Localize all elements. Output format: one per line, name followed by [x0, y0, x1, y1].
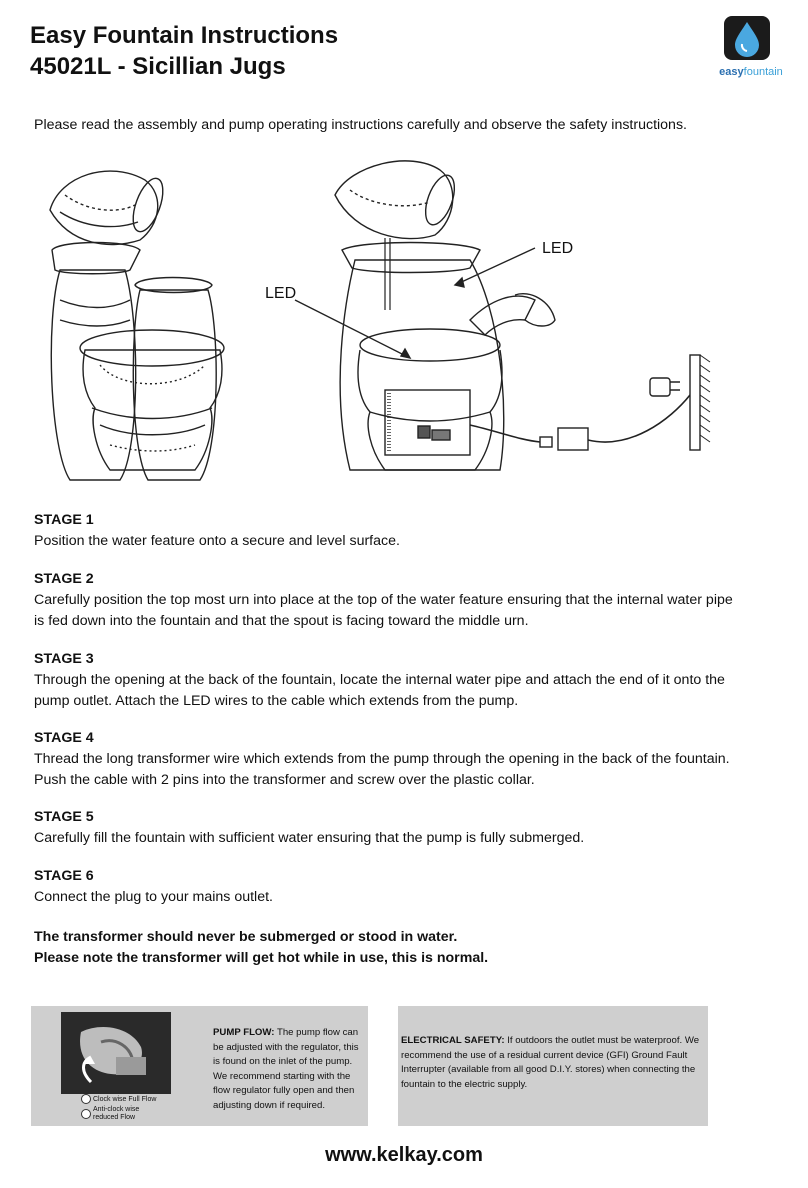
- stage-heading: STAGE 5: [34, 809, 94, 825]
- fountain-illustration: [30, 150, 720, 495]
- led-label-lower: LED: [265, 285, 297, 302]
- stage-heading: STAGE 4: [34, 730, 94, 746]
- led-label-upper: LED: [542, 240, 574, 257]
- circle-icon: [81, 1109, 91, 1119]
- transformer-warning: [34, 927, 754, 969]
- stage-text: Carefully position the top most urn into place at the top of the water feature ensuring that the internal water pipe is fed down into the fountain and that the spout is facing toward the middle urn.: [34, 592, 733, 629]
- warning-line-1: The transformer should never be submerged or stood in water.: [34, 929, 458, 945]
- stage-heading: STAGE 6: [34, 868, 94, 884]
- stage-heading: STAGE 2: [34, 571, 94, 587]
- stage-heading: STAGE 3: [34, 651, 94, 667]
- logo-wordmark-thin: fountain: [743, 66, 783, 78]
- intro-text: Please read the assembly and pump operating instructions carefully and observe the safety instructions.: [34, 117, 687, 133]
- logo-wordmark-bold: easy: [719, 66, 744, 78]
- logo-brand: KELKAY: [734, 62, 760, 68]
- electrical-safety-panel: [398, 1006, 708, 1126]
- document-title: [30, 20, 338, 82]
- pump-flow-body: The pump flow can be adjusted with the regulator, this is found on the inlet of the pump. We recommend starting with the flow regulator fully open and then adjusting down if required.: [213, 1027, 359, 1111]
- stage-heading: STAGE 1: [34, 512, 94, 528]
- stage-text: Thread the long transformer wire which extends from the pump through the opening in the back of the fountain. Push the cable with 2 pins into the transformer and screw over the plastic collar.: [34, 751, 730, 788]
- circle-icon: [81, 1094, 91, 1104]
- stage-2: [34, 569, 734, 632]
- stage-1: [34, 510, 734, 552]
- title-line-1: Easy Fountain Instructions: [30, 22, 339, 49]
- fountain-assembled-drawing: [50, 171, 224, 480]
- title-line-2: 45021L - Sicillian Jugs: [30, 53, 286, 80]
- electrical-safety-text: [401, 1034, 706, 1092]
- legend-anticlockwise-text-2: reduced Flow: [93, 1114, 136, 1121]
- legend-anticlockwise: [81, 1106, 139, 1122]
- stage-6: [34, 866, 734, 908]
- pump-flow-text: [213, 1026, 363, 1113]
- fountain-cutaway-drawing: [295, 161, 710, 470]
- stage-3: [34, 649, 734, 712]
- electrical-safety-body: If outdoors the outlet must be waterproof. We recommend the use of a residual current device (GFI) Ground Fault Interrupter (available from all good D.I.Y. stores) when connecting the fountain to the electric supply.: [401, 1035, 700, 1090]
- stage-text: Through the opening at the back of the fountain, locate the internal water pipe and attach the end of it onto the pump outlet. Attach the LED wires to the cable which extends from the pump.: [34, 672, 725, 709]
- pump-flow-panel: [31, 1006, 368, 1126]
- stage-text: Position the water feature onto a secure and level surface.: [34, 533, 400, 549]
- pump-regulator-photo: [61, 1012, 171, 1094]
- legend-anticlockwise-text-1: Anti-clock wise: [93, 1106, 140, 1113]
- legend-clockwise-text: Clock wise Full Flow: [93, 1095, 157, 1103]
- warning-line-2: Please note the transformer will get hot while in use, this is normal.: [34, 950, 489, 966]
- stage-4: [34, 728, 734, 791]
- legend-clockwise: [81, 1094, 156, 1104]
- stage-5: [34, 807, 734, 849]
- stage-text: Carefully fill the fountain with sufficient water ensuring that the pump is fully submerged.: [34, 830, 585, 846]
- stage-text: Connect the plug to your mains outlet.: [34, 889, 273, 905]
- website-url: www.kelkay.com: [325, 1144, 483, 1166]
- logo-wordmark: [706, 66, 796, 78]
- pump-flow-heading: PUMP FLOW:: [213, 1027, 275, 1038]
- electrical-safety-heading: ELECTRICAL SAFETY:: [401, 1035, 505, 1046]
